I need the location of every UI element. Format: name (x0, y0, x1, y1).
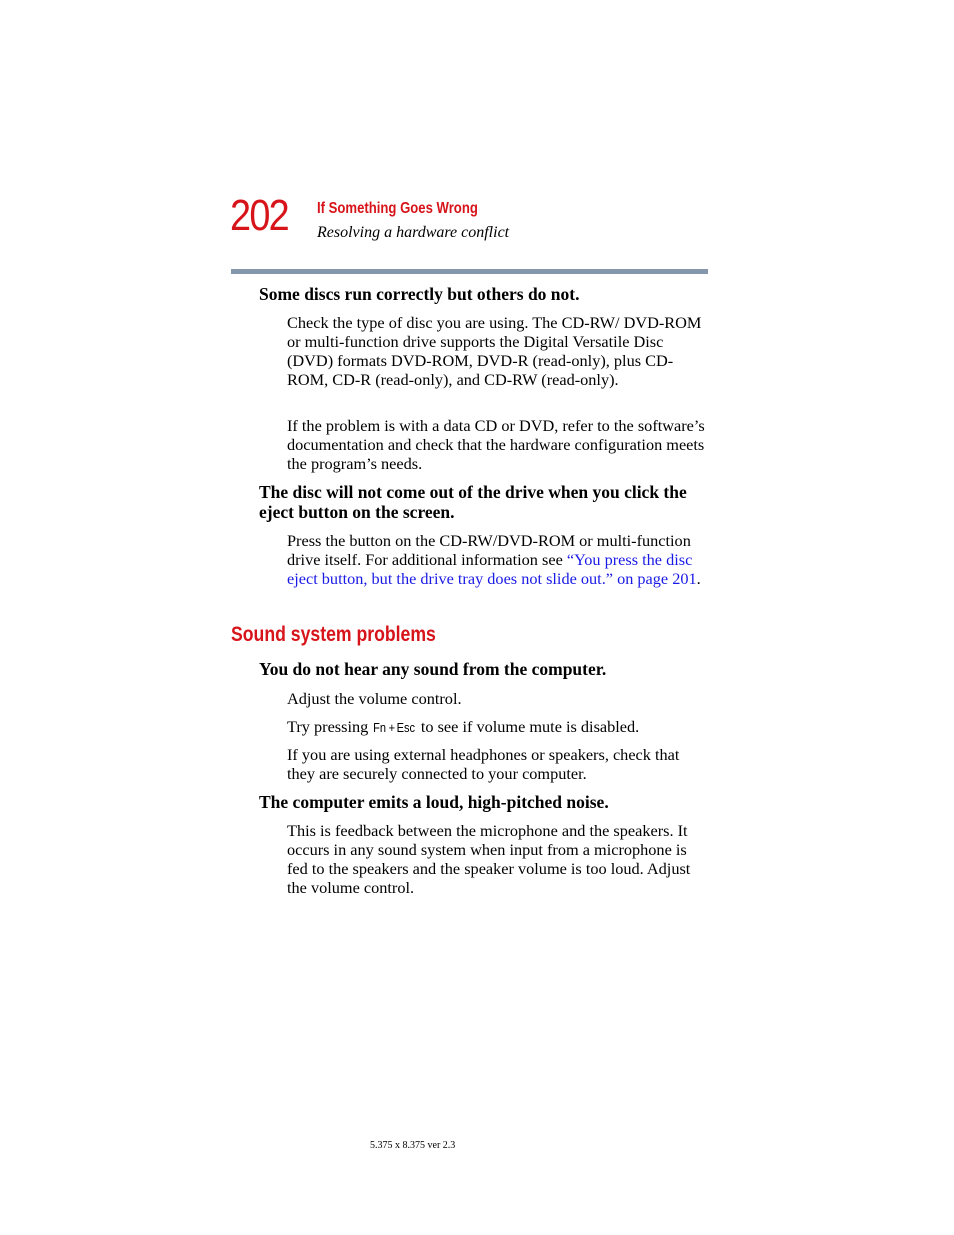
question-heading-no-sound: You do not hear any sound from the computer. (259, 659, 607, 679)
question-heading-disc-eject: The disc will not come out of the drive when you click the eject button on the screen. (259, 482, 687, 522)
question-heading-some-discs: Some discs run correctly but others do not. (259, 284, 580, 304)
answer-paragraph-eject (287, 531, 711, 588)
plus-sign: + (388, 720, 395, 735)
section-subtitle: Resolving a hardware conflict (317, 224, 510, 241)
esc-key-label: Esc (396, 720, 416, 735)
section-title-sound: Sound system problems (231, 623, 436, 646)
answer-paragraph-headphones: If you are using external headphones or speakers, check that they are securely connected to your computer. (287, 745, 680, 783)
fn-key-label: Fn (373, 720, 387, 735)
eject-text-end: . (696, 569, 701, 588)
mute-text: Try pressing (287, 717, 373, 736)
answer-paragraph-feedback: This is feedback between the microphone and the speakers. It occurs in any sound system when input from a microphone is fed to the speakers and the speaker volume is too loud. Adjust the volume control. (287, 821, 691, 897)
answer-paragraph-volume: Adjust the volume control. (287, 689, 462, 708)
footer-note: 5.375 x 8.375 ver 2.3 (370, 1140, 456, 1151)
answer-paragraph-mute (287, 717, 711, 737)
answer-paragraph-disc-types: Check the type of disc you are using. The CD-RW/ DVD-ROM or multi-function drive supports the Digital Versatile Disc (DVD) formats DVD-ROM, DVD-R (read-only), plus CD-ROM, CD-R (read-only), and CD-RW (read-only). (287, 313, 702, 389)
mute-text-end: to see if volume mute is disabled. (416, 717, 640, 736)
header-divider (231, 269, 708, 274)
answer-paragraph-data-cd: If the problem is with a data CD or DVD, refer to the software’s documentation and check that the hardware configuration meets the program’s needs. (287, 416, 705, 473)
chapter-title: If Something Goes Wrong (317, 200, 478, 217)
page-number: 202 (230, 191, 288, 240)
question-heading-loud-noise: The computer emits a loud, high-pitched noise. (259, 792, 609, 812)
eject-cross-reference-link[interactable]: “You press the disc eject button, but the drive tray does not slide out.” on page 201 (287, 550, 697, 588)
eject-text: Press the button on the CD-RW/DVD-ROM or multi-function drive itself. For additional information see (287, 531, 691, 569)
